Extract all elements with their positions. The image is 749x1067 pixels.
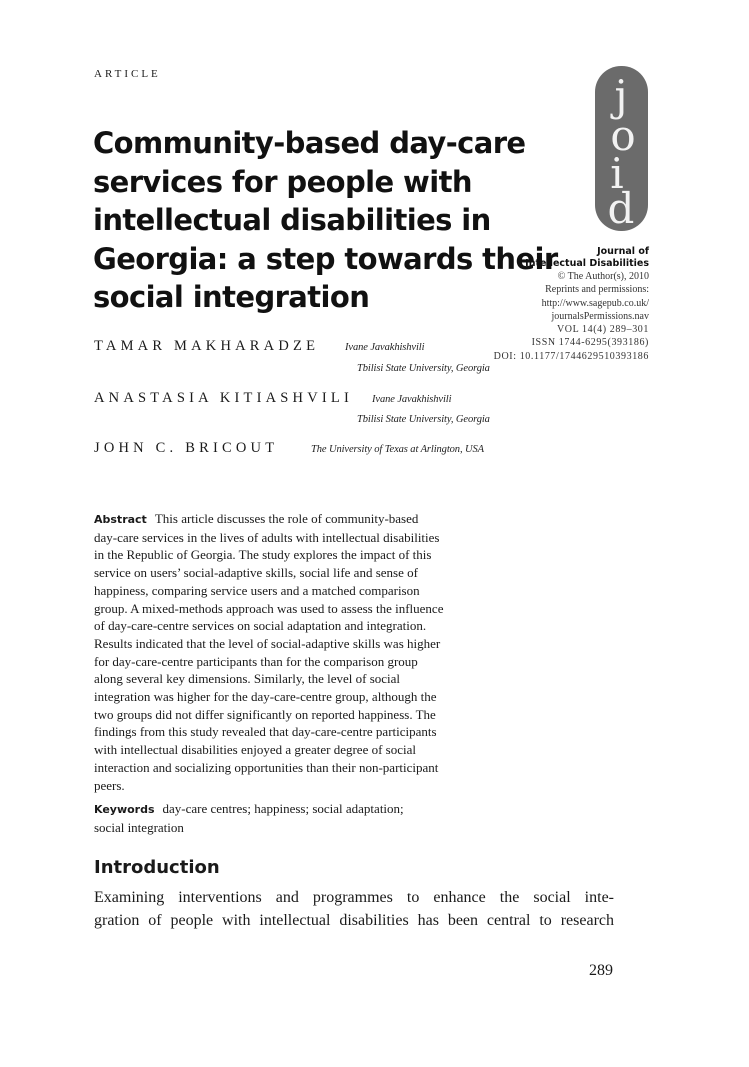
author-affiliation: Ivane Javakhishvili: [372, 394, 452, 405]
body-line: gration of people with intellectual disabilities has been central to research: [94, 911, 614, 929]
permissions-url[interactable]: journalsPermissions.nav: [551, 310, 649, 322]
body-line: Examining interventions and programmes to enhance the social inte-: [94, 889, 614, 906]
author-affiliation: Tbilisi State University, Georgia: [357, 363, 490, 374]
abstract-line: interaction and socializing opportunities than their non-participant: [94, 759, 439, 775]
journal-name: Journal of: [597, 246, 649, 257]
author-name: JOHN C. BRICOUT: [94, 440, 279, 456]
abstract: [94, 510, 514, 794]
logo-letter: o: [610, 111, 636, 160]
author-name: ANASTASIA KITIASHVILI: [94, 390, 354, 406]
keywords-label: Keywords: [94, 803, 155, 816]
keywords: [94, 800, 514, 837]
journal-info: [494, 246, 649, 363]
keywords-line: [94, 800, 514, 819]
copyright-line: © The Author(s), 2010: [557, 271, 649, 282]
keywords-line: social integration: [94, 820, 184, 835]
title-line: services for people with: [93, 164, 472, 199]
abstract-line: along several key dimensions. Similarly, the level of social: [94, 671, 401, 687]
doi-line[interactable]: DOI: 10.1177/1744629510393186: [493, 350, 649, 362]
journal-name: Intellectual Disabilities: [525, 258, 649, 269]
abstract-line: findings from this study revealed that day-care-centre participants: [94, 724, 437, 740]
article-type-label: ARTICLE: [94, 68, 161, 80]
abstract-line: of day-care-centre services on social adaptation and integration.: [94, 618, 427, 634]
article-title: [93, 124, 558, 317]
abstract-line: for day-care-centre participants than for the comparison group: [94, 653, 418, 669]
abstract-line: with intellectual disabilities enjoyed a greater degree of social: [94, 742, 416, 758]
permissions-url[interactable]: http://www.sagepub.co.uk/: [541, 297, 649, 309]
abstract-line: day-care services in the lives of adults with intellectual disabilities: [94, 529, 440, 545]
keywords-text: day-care centres; happiness; social adaptation;: [162, 801, 404, 816]
reprints-line: Reprints and permissions:: [545, 284, 649, 296]
title-line: social integration: [93, 280, 370, 314]
author-affiliation: Tbilisi State University, Georgia: [357, 414, 490, 425]
journal-logo: [595, 66, 648, 231]
abstract-line: two groups did not differ significantly on reported happiness. The: [94, 706, 436, 722]
abstract-line: happiness, comparing service users and a matched comparison: [94, 582, 420, 598]
title-line: intellectual disabilities in: [93, 203, 491, 237]
abstract-line: group. A mixed-methods approach was used to assess the influence: [94, 600, 444, 616]
abstract-line: service on users’ social-adaptive skills, social life and sense of: [94, 565, 418, 581]
logo-letter: d: [607, 184, 635, 231]
abstract-line: in the Republic of Georgia. The study explores the impact of this: [94, 547, 432, 563]
abstract-line: peers.: [94, 777, 125, 793]
abstract-line: Results indicated that the level of social-adaptive skills was higher: [94, 635, 441, 651]
title-line: Community-based day-care: [93, 126, 526, 160]
abstract-line: [94, 510, 514, 529]
title-line: Georgia: a step towards their: [93, 241, 558, 276]
author-name: TAMAR MAKHARADZE: [94, 338, 320, 354]
abstract-line: integration was higher for the day-care-centre group, although the: [94, 689, 437, 705]
abstract-label: Abstract: [94, 513, 147, 526]
abstract-text: This article discusses the role of community-based: [154, 511, 419, 526]
logo-letter: i: [610, 149, 624, 198]
volume-line: VOL 14(4) 289–301: [556, 324, 649, 336]
introduction-text: [94, 887, 614, 932]
section-heading-introduction: Introduction: [94, 857, 220, 878]
author-affiliation: Ivane Javakhishvili: [345, 342, 425, 353]
page-number: 289: [589, 962, 613, 979]
logo-letter: j: [614, 71, 628, 120]
issn-line: ISSN 1744-6295(393186): [531, 337, 649, 349]
author-affiliation: The University of Texas at Arlington, USA: [311, 444, 484, 455]
